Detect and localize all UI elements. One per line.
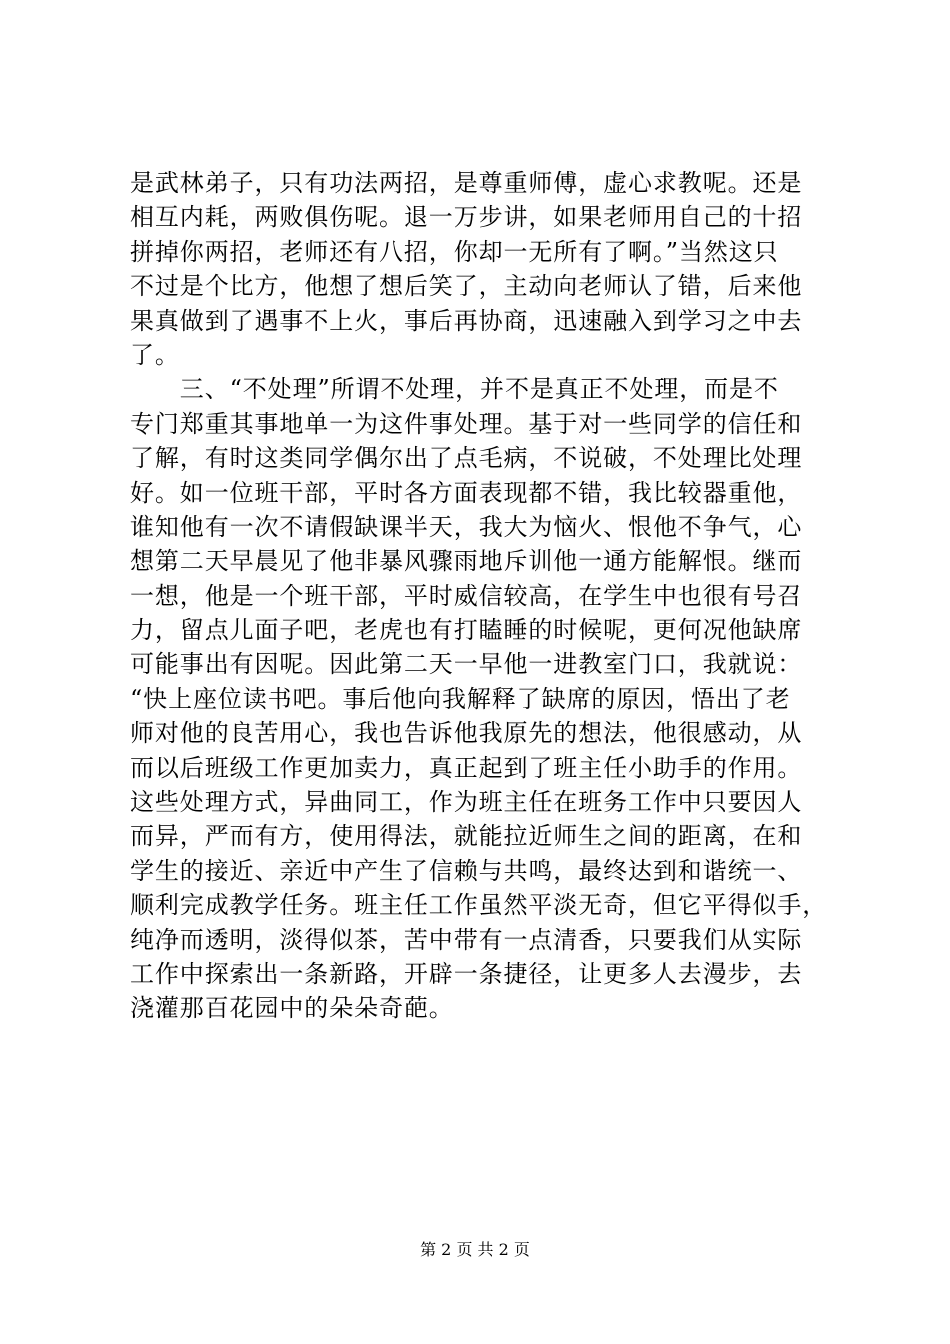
text-line: 果真做到了遇事不上火，事后再协商，迅速融入到学习之中去 [130, 306, 803, 335]
text-line: 顺利完成教学任务。班主任工作虽然平淡无奇，但它平得似手， [130, 891, 828, 920]
page-number-footer: 第 2 页 共 2 页 [420, 1240, 530, 1259]
text-line: 而异，严而有方，使用得法，就能拉近师生之间的距离，在和 [130, 822, 803, 851]
text-line: 而以后班级工作更加卖力，真正起到了班主任小助手的作用。 [130, 753, 803, 782]
text-line: 一想，他是一个班干部，平时威信较高，在学生中也很有号召 [130, 581, 803, 610]
text-line: 想第二天早晨见了他非暴风骤雨地斥训他一通方能解恨。继而 [130, 547, 803, 576]
text-line: 浇灌那百花园中的朵朵奇葩。 [130, 994, 454, 1023]
text-line: 是武林弟子，只有功法两招，是尊重师傅，虚心求教呢。还是 [130, 169, 803, 197]
document-body [130, 166, 830, 1026]
text-line: 拼掉你两招，老师还有八招，你却一无所有了啊。”当然这只 [130, 237, 779, 266]
text-line: 工作中探索出一条新路，开辟一条捷径，让更多人去漫步，去 [130, 959, 803, 988]
text-line: 这些处理方式，异曲同工，作为班主任在班务工作中只要因人 [130, 788, 803, 817]
text-line: “快上座位读书吧。事后他向我解释了缺席的原因，悟出了老 [130, 684, 791, 713]
text-line: 了解，有时这类同学偶尔出了点毛病，不说破，不处理比处理 [130, 444, 803, 473]
text-line: 不过是个比方，他想了想后笑了，主动向老师认了错，后来他 [130, 272, 803, 301]
text-line: 学生的接近、亲近中产生了信赖与共鸣，最终达到和谐统一、 [130, 856, 803, 885]
text-line: 三、“不处理”所谓不处理，并不是真正不处理，而是不 [130, 375, 779, 404]
text-line: 纯净而透明，淡得似茶，苦中带有一点清香，只要我们从实际 [130, 925, 803, 954]
text-line: 力，留点儿面子吧，老虎也有打瞌睡的时候呢，更何况他缺席 [130, 616, 803, 645]
text-line: 相互内耗，两败俱伤呢。退一万步讲，如果老师用自己的十招 [130, 203, 803, 232]
text-line: 了。 [130, 340, 180, 369]
text-line: 好。如一位班干部，平时各方面表现都不错，我比较器重他， [130, 478, 803, 507]
text-line: 可能事出有因呢。因此第二天一早他一进教室门口，我就说： [130, 650, 803, 679]
text-line: 专门郑重其事地单一为这件事处理。基于对一些同学的信任和 [130, 409, 803, 438]
text-line: 谁知他有一次不请假缺课半天，我大为恼火、恨他不争气，心 [130, 512, 803, 541]
text-line: 师对他的良苦用心，我也告诉他我原先的想法，他很感动，从 [130, 719, 803, 748]
